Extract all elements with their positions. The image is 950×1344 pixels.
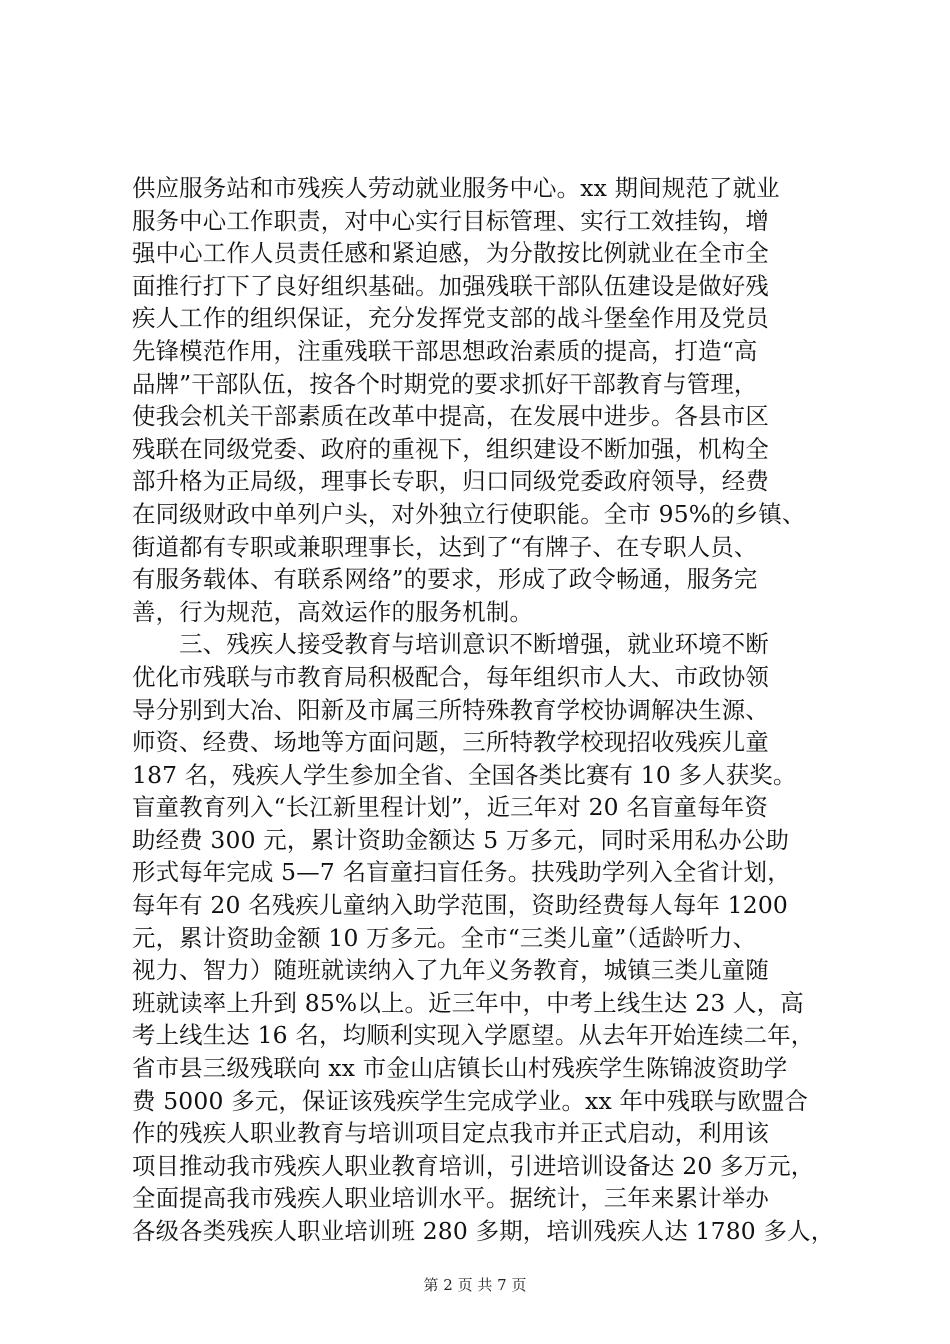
- text-line: 师资、经费、场地等方面问题，三所特教学校现招收残疾儿童: [132, 728, 769, 757]
- text-line: 187 名，残疾人学生参加全省、全国各类比赛有 10 多人获奖。: [132, 760, 797, 789]
- text-line: 残联在同级党委、政府的重视下，组织建设不断加强，机构全: [132, 434, 769, 463]
- text-line: 三、残疾人接受教育与培训意识不断增强，就业环境不断: [132, 630, 769, 659]
- text-line: 优化市残联与市教育局积极配合，每年组织市人大、市政协领: [132, 662, 769, 691]
- text-line: 在同级财政中单列户头，对外独立行使职能。全市 95%的乡镇、: [132, 499, 806, 528]
- text-line: 助经费 300 元，累计资助金额达 5 万多元，同时采用私办公助: [132, 825, 790, 854]
- text-line: 形式每年完成 5—7 名盲童扫盲任务。扶残助学列入全省计划，: [132, 858, 791, 887]
- text-line: 疾人工作的组织保证，充分发挥党支部的战斗堡垒作用及党员: [132, 304, 769, 333]
- body-text: [132, 172, 835, 1248]
- text-line: 项目推动我市残疾人职业教育培训，引进培训设备达 20 多万元，: [132, 1151, 815, 1180]
- text-line: 视力、智力）随班就读纳入了九年义务教育，城镇三类儿童随: [132, 956, 769, 985]
- text-line: 有服务载体、有联系网络”的要求，形成了政令畅通，服务完: [132, 565, 758, 594]
- text-line: 面推行打下了良好组织基础。加强残联干部队伍建设是做好残: [132, 271, 769, 300]
- text-line: 考上线生达 16 名，均顺利实现入学愿望。从去年开始连续二年，: [132, 1021, 815, 1050]
- text-line: 部升格为正局级，理事长专职，归口同级党委政府领导，经费: [132, 467, 769, 496]
- text-line: 省市县三级残联向 xx 市金山店镇长山村残疾学生陈锦波资助学: [132, 1054, 788, 1083]
- text-line: 费 5000 多元，保证该残疾学生完成学业。xx 年中残联与欧盟合: [132, 1086, 809, 1115]
- text-line: 导分别到大冶、阳新及市属三所特殊教育学校协调解决生源、: [132, 695, 769, 724]
- text-line: 作的残疾人职业教育与培训项目定点我市并正式启动，利用该: [132, 1119, 769, 1148]
- text-line: 善，行为规范，高效运作的服务机制。: [132, 597, 534, 626]
- page-footer: 第 2 页 共 7 页: [423, 1276, 527, 1294]
- text-line: 盲童教育列入“长江新里程计划”，近三年对 20 名盲童每年资: [132, 793, 768, 822]
- text-line: 全面提高我市残疾人职业培训水平。据统计，三年来累计举办: [132, 1184, 769, 1213]
- text-line: 元，累计资助金额 10 万多元。全市“三类儿童”（适龄听力、: [132, 923, 757, 952]
- text-line: 品牌”干部队伍，按各个时期党的要求抓好干部教育与管理，: [132, 369, 758, 398]
- text-line: 服务中心工作职责，对中心实行目标管理、实行工效挂钩，增: [132, 206, 769, 235]
- text-line: 强中心工作人员责任感和紧迫感，为分散按比例就业在全市全: [132, 239, 769, 268]
- text-line: 先锋模范作用，注重残联干部思想政治素质的提高，打造“高: [132, 336, 758, 365]
- text-line: 每年有 20 名残疾儿童纳入助学范围，资助经费每人每年 1200: [132, 891, 788, 920]
- text-line: 各级各类残疾人职业培训班 280 多期，培训残疾人达 1780 多人，: [132, 1217, 835, 1245]
- text-line: 街道都有专职或兼职理事长，达到了“有牌子、在专职人员、: [132, 532, 758, 561]
- text-line: 使我会机关干部素质在改革中提高，在发展中进步。各县市区: [132, 402, 769, 431]
- text-line: 供应服务站和市残疾人劳动就业服务中心。xx 期间规范了就业: [132, 174, 780, 202]
- text-line: 班就读率上升到 85%以上。近三年中，中考上线生达 23 人，高: [132, 988, 804, 1017]
